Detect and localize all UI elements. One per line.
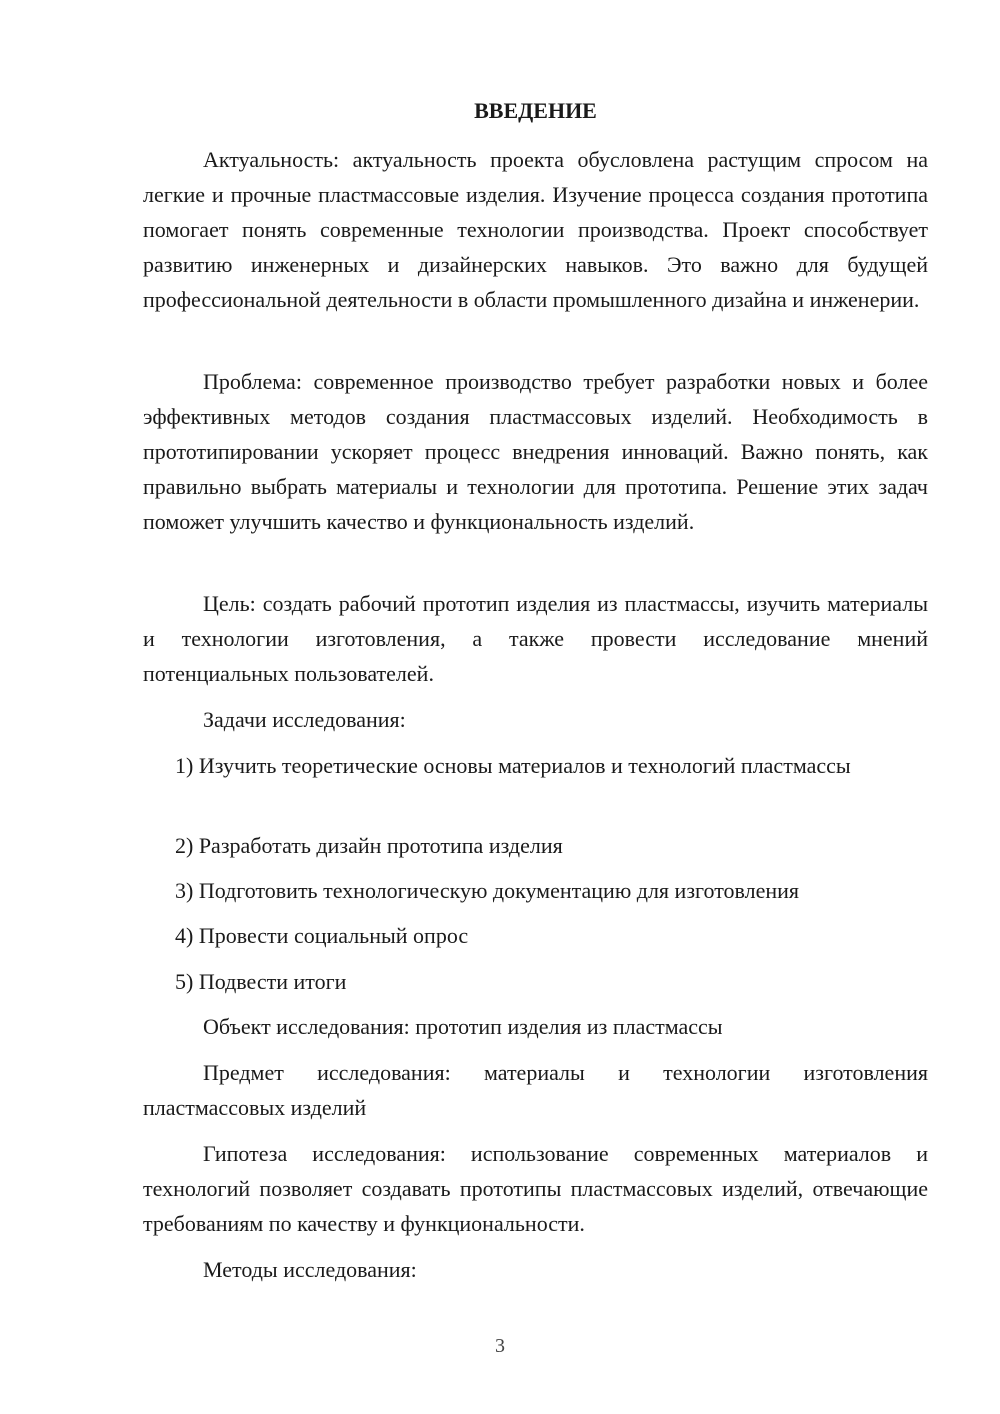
paragraph-object: Объект исследования: прототип изделия из пластмассы [203,1014,723,1039]
methods-heading: Методы исследования: [203,1257,417,1282]
paragraph-goal: Цель: создать рабочий прототип изделия из пластмассы, изучить материалы и технологии изготовления, а также провести исследование мнений потенциальных пользователей. [143,591,928,686]
paragraph-problem: Проблема: современное производство требует разработки новых и более эффективных методов создания пластмассовых изделий. Необходимость в прототипировании ускоряет процесс внедрения инноваций. Важно понять, как правильно выбрать материалы и технологии для прототипа. Решение этих задач поможет улучшить качество и функциональность изделий. [143,369,928,534]
task-item-3: 3) Подготовить технологическую документацию для изготовления [175,878,800,903]
task-item-5: 5) Подвести итоги [175,969,347,994]
tasks-heading: Задачи исследования: [203,707,406,732]
task-item-4: 4) Провести социальный опрос [175,923,469,948]
page-title: ВВЕДЕНИЕ [474,98,597,123]
paragraph-subject: Предмет исследования: материалы и технологии изготовления пластмассовых изделий [143,1060,928,1120]
task-item-2: 2) Разработать дизайн прототипа изделия [175,833,563,858]
paragraph-relevance: Актуальность: актуальность проекта обусловлена растущим спросом на легкие и прочные пластмассовые изделия. Изучение процесса создания прототипа помогает понять современные технологии производства. Проект способствует развитию инженерных и дизайнерских навыков. Это важно для будущей профессиональной деятельности в области промышленного дизайна и инженерии. [143,147,928,312]
task-item-1: 1) Изучить теоретические основы материалов и технологий пластмассы [175,753,851,778]
page-number: 3 [495,1335,505,1357]
paragraph-hypothesis: Гипотеза исследования: использование современных материалов и технологий позволяет создавать прототипы пластмассовых изделий, отвечающие требованиям по качеству и функциональности. [143,1141,928,1236]
